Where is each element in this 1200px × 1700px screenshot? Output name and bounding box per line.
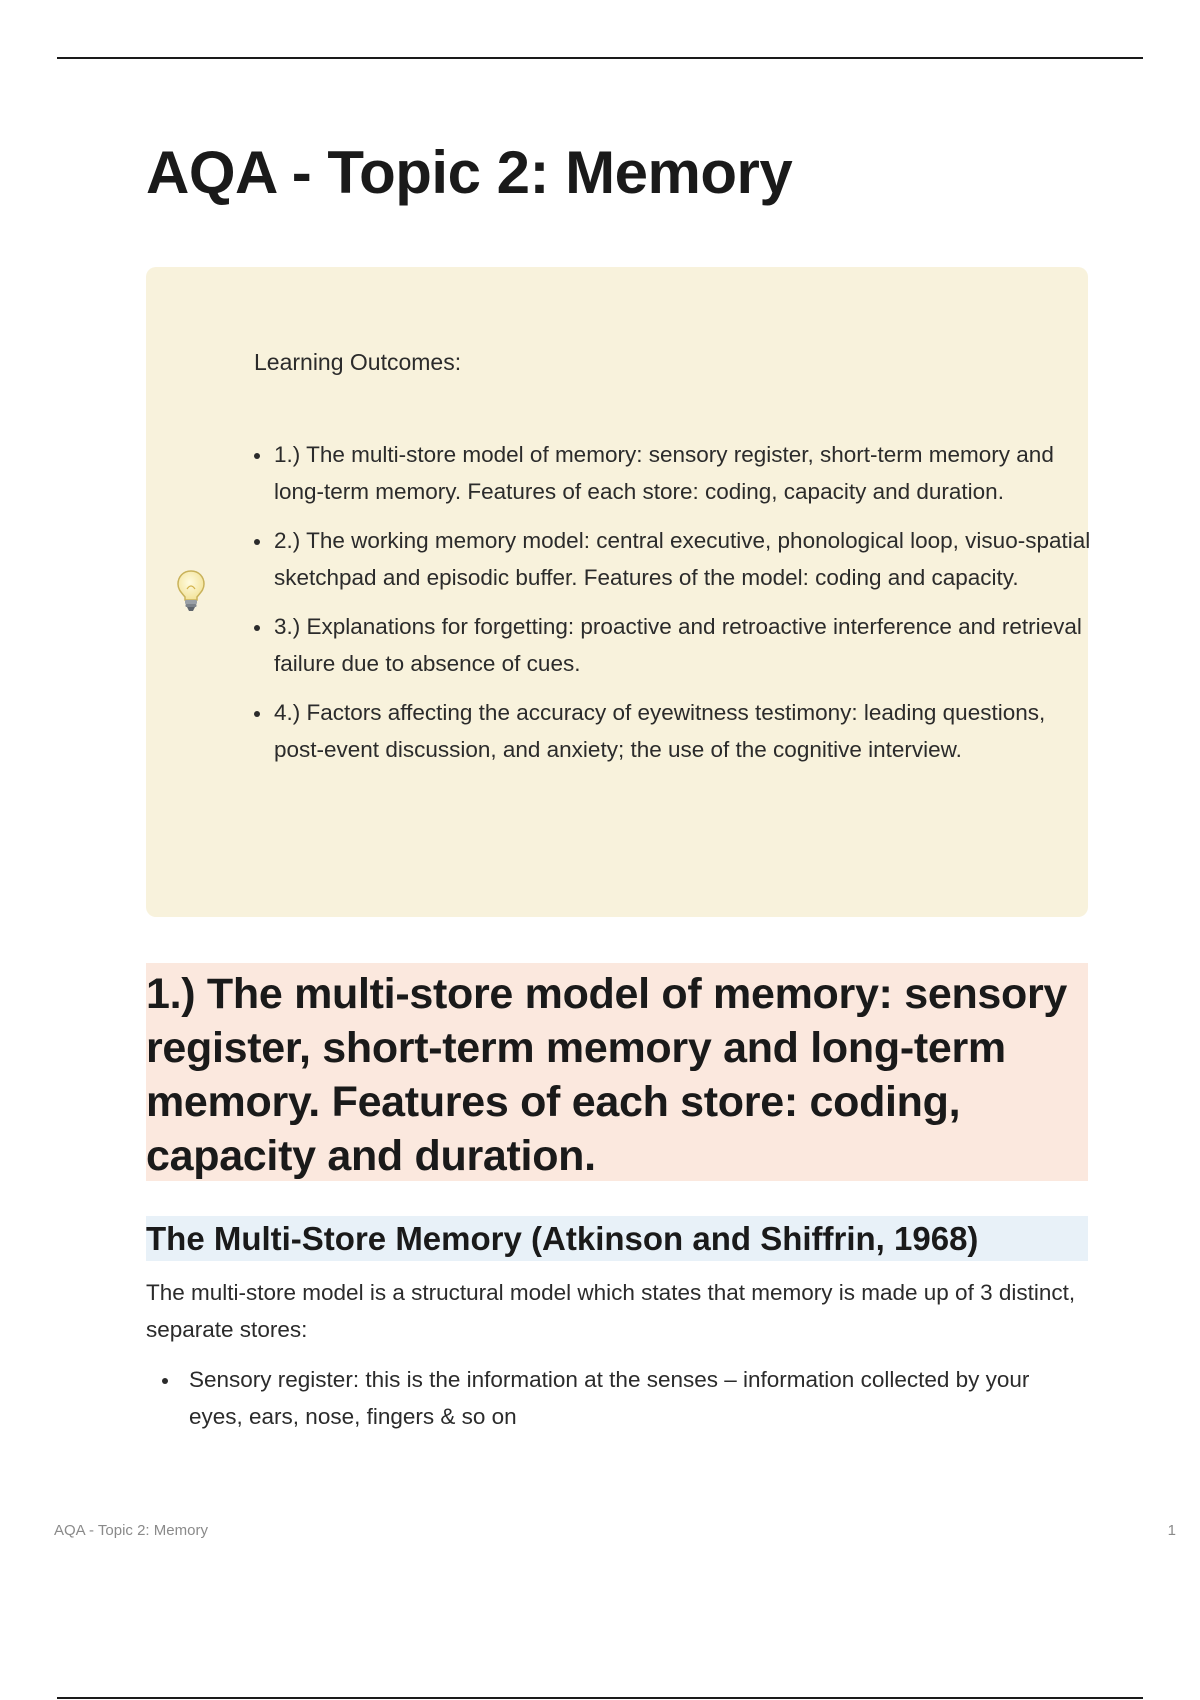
learning-outcomes-heading: Learning Outcomes: [254, 349, 462, 375]
body-bullet-list [189, 1362, 1079, 1435]
footer-document-title: AQA - Topic 2: Memory [54, 1522, 208, 1539]
learning-outcome-item: 1.) The multi-store model of memory: sensory register, short-term memory and long-term memory. Features of each store: coding, capacity and duration. [274, 437, 1094, 510]
section-heading-block [146, 963, 1088, 1181]
list-item: Sensory register: this is the information at the senses – information collected by your eyes, ears, nose, fingers & so on [189, 1362, 1079, 1435]
learning-outcomes-list [254, 437, 1094, 781]
bottom-rule [57, 1697, 1143, 1699]
top-rule [57, 57, 1143, 59]
learning-outcome-item: 4.) Factors affecting the accuracy of eyewitness testimony: leading questions, post-event discussion, and anxiety; the use of the cognitive interview. [274, 695, 1094, 768]
learning-outcome-item: 3.) Explanations for forgetting: proactive and retroactive interference and retrieval failure due to absence of cues. [274, 609, 1094, 682]
page-title: AQA - Topic 2: Memory [146, 139, 793, 206]
body-paragraph: The multi-store model is a structural model which states that memory is made up of 3 distinct, separate stores: [146, 1280, 1076, 1342]
lightbulb-icon [176, 569, 206, 613]
section-heading: 1.) The multi-store model of memory: sensory register, short-term memory and long-term memory. Features of each store: coding, capacity and duration. [146, 970, 1068, 1180]
learning-outcomes-callout [146, 267, 1091, 917]
footer-page-number: 1 [1167, 1522, 1176, 1539]
subsection-heading: The Multi-Store Memory (Atkinson and Shiffrin, 1968) [146, 1220, 979, 1257]
subsection-heading-block [146, 1216, 1088, 1261]
learning-outcome-item: 2.) The working memory model: central executive, phonological loop, visuo-spatial sketchpad and episodic buffer. Features of the model: coding and capacity. [274, 523, 1094, 596]
